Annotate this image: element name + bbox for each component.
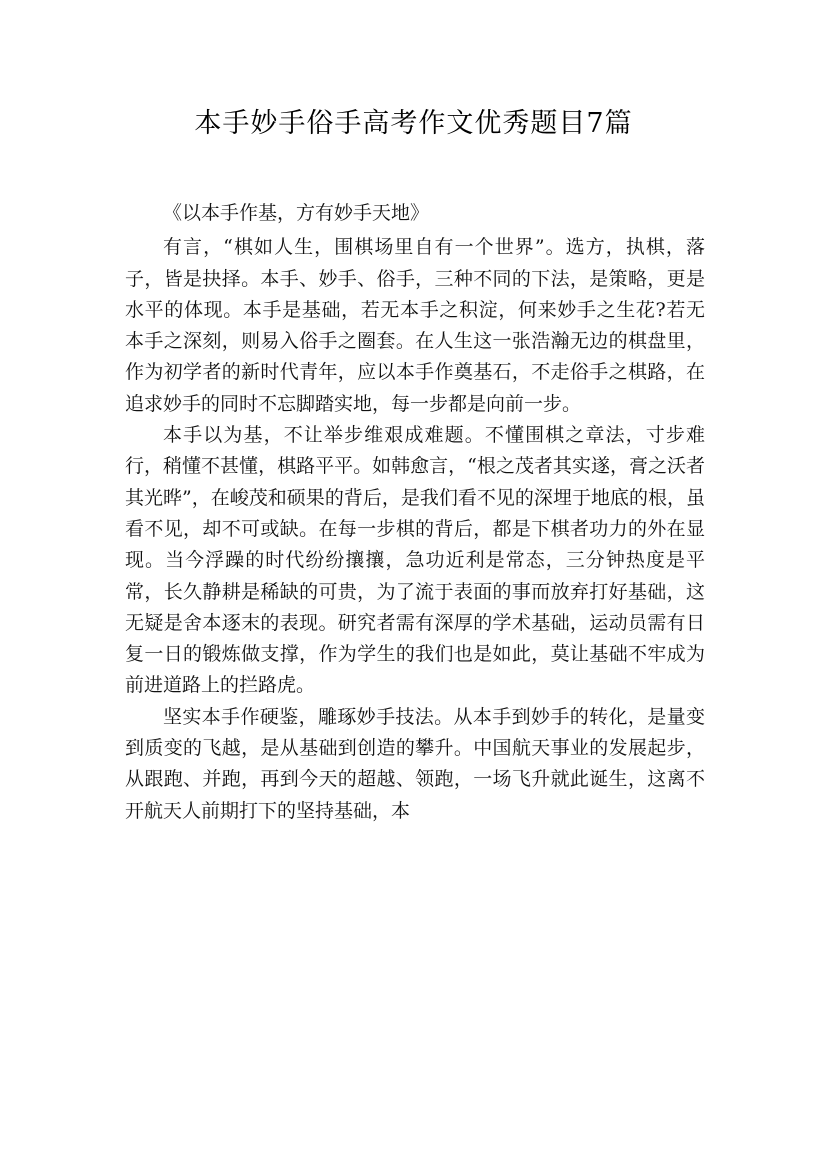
document-title: 本手妙手俗手高考作文优秀题目7篇 [194,108,633,139]
paragraph-2: 本手以为基，不让举步维艰成难题。不懂围棋之章法，寸步难行，稍懂不甚懂，棋路平平。如韩愈言，“根之茂者其实遂，膏之沃者其光晔”，在峻茂和硕果的背后，是我们看不见的深埋于地底的根，虽看不见，却不可或缺。在每一步棋的背后，都是下棋者功力的外在显现。当今浮躁的时代纷纷攘攘，急功近利是常态，三分钟热度是平常，长久静耕是稀缺的可贵，为了流于表面的事而放弃打好基础，这无疑是舍本逐末的表现。研究者需有深厚的学术基础，运动员需有日复一日的锻炼做支撑，作为学生的我们也是如此，莫让基础不牢成为前进道路上的拦路虎。 [125,424,705,697]
paragraph-1: 有言，“棋如人生，围棋场里自有一个世界”。选方，执棋，落子，皆是抉择。本手、妙手、俗手，三种不同的下法，是策略，更是水平的体现。本手是基础，若无本手之积淀，何来妙手之生花?若无本手之深刻，则易入俗手之圈套。在人生这一张浩瀚无边的棋盘里，作为初学者的新时代青年，应以本手作奠基石，不走俗手之棋路，在追求妙手的同时不忘脚踏实地，每一步都是向前一步。 [125,236,705,415]
essay-subtitle: 《以本手作基，方有妙手天地》 [163,202,430,224]
paragraph-3: 坚实本手作硬鉴，雕琢妙手技法。从本手到妙手的转化，是量变到质变的飞越，是从基础到创造的攀升。中国航天事业的发展起步，从跟跑、并跑，再到今天的超越、领跑，一场飞升就此诞生，这离不开航天人前期打下的坚持基础，本 [125,705,705,822]
document-body [125,198,705,827]
